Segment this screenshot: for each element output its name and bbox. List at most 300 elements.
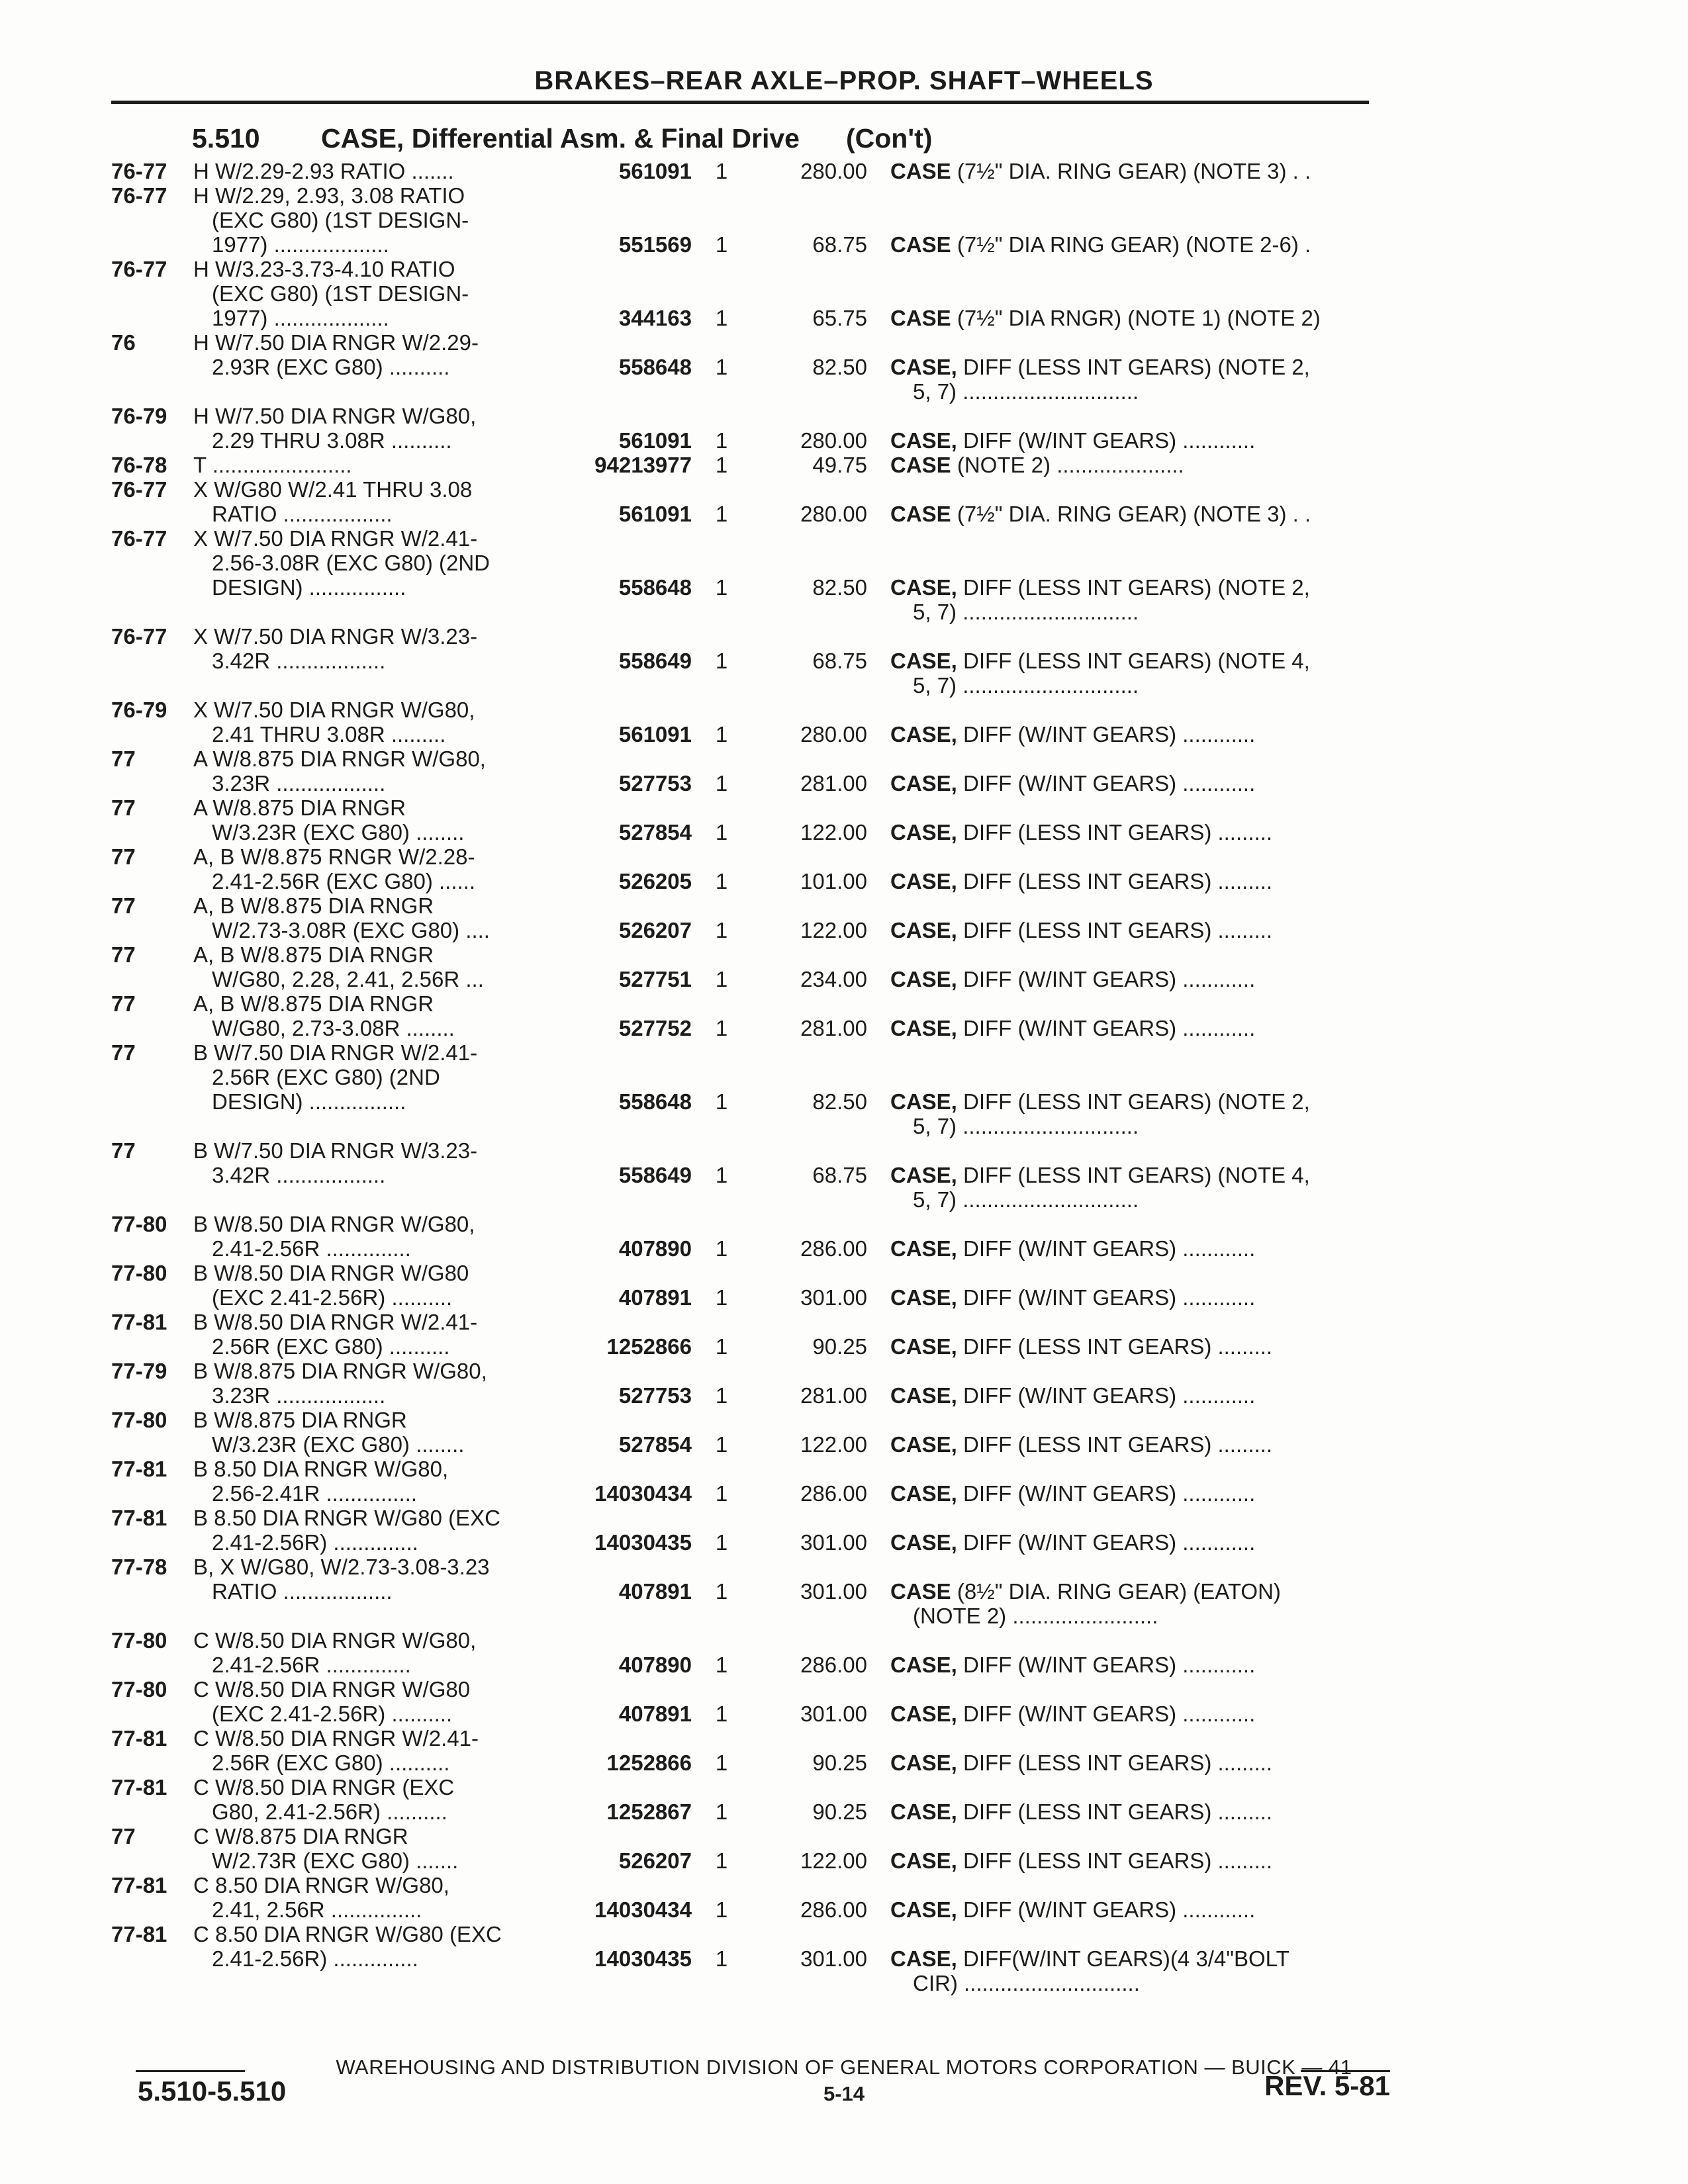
part-name <box>890 575 1377 624</box>
price: 122.00 <box>800 918 867 942</box>
model-years: 77-80 <box>111 1628 167 1653</box>
description-line: 2.56R (EXC G80) .......... <box>212 1334 450 1359</box>
part-number: 94213977 <box>594 453 692 477</box>
part-name-line: CASE, DIFF(W/INT GEARS)(4 3/4"BOLT <box>890 1946 1289 1971</box>
part-name-keyword: CASE, <box>890 771 957 796</box>
application-description <box>193 183 564 257</box>
part-name <box>890 1016 1377 1040</box>
quantity: 1 <box>715 1089 728 1114</box>
model-years: 77-81 <box>111 1873 167 1897</box>
table-row <box>0 698 1688 747</box>
price: 68.75 <box>812 649 867 673</box>
description-line: W/3.23R (EXC G80) ........ <box>212 1432 465 1457</box>
application-description <box>193 942 564 991</box>
model-years: 77 <box>111 844 136 869</box>
part-name <box>890 1432 1377 1457</box>
description-line: X W/7.50 DIA RNGR W/2.41- <box>193 526 478 551</box>
application-description <box>193 1457 564 1506</box>
description-line: 3.23R .................. <box>212 1383 386 1408</box>
quantity: 1 <box>715 1530 728 1555</box>
table-row <box>0 1824 1688 1873</box>
part-name-line: CASE, DIFF (W/INT GEARS) ............ <box>890 428 1256 453</box>
part-number: 407890 <box>618 1236 692 1261</box>
model-years: 77-81 <box>111 1310 167 1334</box>
part-number: 1252867 <box>606 1799 692 1824</box>
part-name-line: CASE, DIFF (W/INT GEARS) ............ <box>890 1702 1256 1726</box>
description-line: 3.42R .................. <box>212 649 386 673</box>
part-number: 527753 <box>618 1383 692 1408</box>
part-number: 407891 <box>618 1579 692 1604</box>
table-row <box>0 1261 1688 1310</box>
quantity: 1 <box>715 1702 728 1726</box>
price: 301.00 <box>800 1579 867 1604</box>
table-row <box>0 844 1688 893</box>
part-number: 407890 <box>618 1653 692 1677</box>
price: 122.00 <box>800 1848 867 1873</box>
application-description <box>193 844 564 893</box>
application-description <box>193 1040 564 1114</box>
part-name <box>890 1530 1377 1555</box>
part-name-line: CASE, DIFF (LESS INT GEARS) ......... <box>890 820 1272 844</box>
table-row <box>0 330 1688 404</box>
description-line: T ....................... <box>193 453 352 477</box>
table-row <box>0 991 1688 1040</box>
quantity: 1 <box>715 820 728 844</box>
description-line: G80, 2.41-2.56R) .......... <box>212 1799 447 1824</box>
application-description <box>193 1261 564 1310</box>
description-line: DESIGN) ................ <box>212 575 406 600</box>
table-row <box>0 404 1688 453</box>
part-name-keyword: CASE, <box>890 1751 957 1775</box>
table-row <box>0 624 1688 698</box>
part-name-line: CASE, DIFF (W/INT GEARS) ............ <box>890 1530 1256 1555</box>
price: 301.00 <box>800 1702 867 1726</box>
price: 280.00 <box>800 722 867 747</box>
part-number: 527854 <box>618 820 692 844</box>
model-years: 77-81 <box>111 1726 167 1751</box>
part-name <box>890 1089 1377 1138</box>
part-name-keyword: CASE, <box>890 1481 957 1506</box>
description-line: A W/8.875 DIA RNGR <box>193 796 406 820</box>
part-name-line: 5, 7) ............................. <box>913 673 1139 698</box>
description-line: 1977) ................... <box>212 306 389 330</box>
part-name-line: 5, 7) ............................. <box>913 1114 1139 1138</box>
description-line: 2.41 THRU 3.08R ......... <box>212 722 446 747</box>
description-line: 2.29 THRU 3.08R .......... <box>212 428 452 453</box>
model-years: 77-80 <box>111 1408 167 1432</box>
part-name <box>890 869 1377 893</box>
part-name-line: CASE, DIFF (LESS INT GEARS) (NOTE 2, <box>890 1089 1310 1114</box>
quantity: 1 <box>715 306 728 330</box>
model-years: 76-77 <box>111 477 167 502</box>
quantity: 1 <box>715 1579 728 1604</box>
price: 82.50 <box>812 1089 867 1114</box>
part-name-line: CASE (7½" DIA RNGR) (NOTE 1) (NOTE 2) <box>890 306 1321 330</box>
description-line: W/G80, 2.73-3.08R ........ <box>212 1016 455 1040</box>
description-line: (EXC G80) (1ST DESIGN- <box>212 281 469 306</box>
part-number: 558648 <box>618 1089 692 1114</box>
application-description <box>193 453 564 477</box>
model-years: 77 <box>111 893 136 918</box>
part-number: 526207 <box>618 918 692 942</box>
model-years: 76 <box>111 330 136 355</box>
quantity: 1 <box>715 918 728 942</box>
part-number: 407891 <box>618 1702 692 1726</box>
quantity: 1 <box>715 159 728 183</box>
part-name-keyword: CASE <box>890 306 951 330</box>
table-row <box>0 1677 1688 1726</box>
description-line: (EXC 2.41-2.56R) .......... <box>212 1285 453 1310</box>
price: 90.25 <box>812 1334 867 1359</box>
description-line: C W/8.50 DIA RNGR (EXC <box>193 1775 455 1799</box>
model-years: 77-80 <box>111 1677 167 1702</box>
part-name-keyword: CASE, <box>890 1163 957 1187</box>
part-name-line: CIR) ............................. <box>913 1971 1140 1995</box>
description-line: 3.42R .................. <box>212 1163 386 1187</box>
description-line: 2.56R (EXC G80) .......... <box>212 1751 450 1775</box>
part-name <box>890 1481 1377 1506</box>
quantity: 1 <box>715 1481 728 1506</box>
part-name-keyword: CASE <box>890 1579 951 1604</box>
table-row <box>0 183 1688 257</box>
model-years: 76-79 <box>111 404 167 428</box>
table-row <box>0 1457 1688 1506</box>
quantity: 1 <box>715 428 728 453</box>
description-line: W/2.73-3.08R (EXC G80) .... <box>212 918 490 942</box>
part-name <box>890 1848 1377 1873</box>
description-line: H W/7.50 DIA RNGR W/G80, <box>193 404 477 428</box>
price: 286.00 <box>800 1481 867 1506</box>
part-name <box>890 967 1377 991</box>
price: 281.00 <box>800 771 867 796</box>
part-name-line: CASE, DIFF (W/INT GEARS) ............ <box>890 722 1256 747</box>
part-number: 561091 <box>618 722 692 747</box>
part-number: 558648 <box>618 355 692 379</box>
description-line: B W/8.50 DIA RNGR W/G80, <box>193 1212 475 1236</box>
model-years: 76-77 <box>111 183 167 208</box>
part-name <box>890 428 1377 453</box>
application-description <box>193 747 564 796</box>
price: 234.00 <box>800 967 867 991</box>
description-line: H W/2.29, 2.93, 3.08 RATIO <box>193 183 465 208</box>
description-line: A W/8.875 DIA RNGR W/G80, <box>193 747 486 771</box>
model-years: 76-77 <box>111 526 167 551</box>
price: 301.00 <box>800 1946 867 1971</box>
model-years: 77-81 <box>111 1457 167 1481</box>
description-line: C W/8.50 DIA RNGR W/G80, <box>193 1628 477 1653</box>
description-line: 2.56R (EXC G80) (2ND <box>212 1065 440 1089</box>
quantity: 1 <box>715 1285 728 1310</box>
part-name-line: CASE, DIFF (LESS INT GEARS) ......... <box>890 1432 1272 1457</box>
description-line: RATIO .................. <box>212 502 393 526</box>
part-number: 14030435 <box>594 1530 692 1555</box>
part-name-keyword: CASE, <box>890 1432 957 1457</box>
part-name <box>890 502 1377 526</box>
quantity: 1 <box>715 1432 728 1457</box>
application-description <box>193 1677 564 1726</box>
part-name-line: CASE, DIFF (LESS INT GEARS) ......... <box>890 869 1272 893</box>
page-header-title: BRAKES–REAR AXLE–PROP. SHAFT–WHEELS <box>534 66 1154 95</box>
section-number: 5.510 <box>192 123 260 154</box>
part-name-keyword: CASE <box>890 453 951 477</box>
part-name-line: CASE, DIFF (W/INT GEARS) ............ <box>890 1897 1256 1922</box>
description-line: DESIGN) ................ <box>212 1089 406 1114</box>
part-name-keyword: CASE <box>890 159 951 183</box>
model-years: 76-79 <box>111 698 167 722</box>
application-description <box>193 1138 564 1187</box>
table-row <box>0 1408 1688 1457</box>
price: 90.25 <box>812 1751 867 1775</box>
part-number: 344163 <box>618 306 692 330</box>
part-name-line: (NOTE 2) ........................ <box>913 1604 1158 1628</box>
model-years: 76-77 <box>111 159 167 183</box>
application-description <box>193 1212 564 1261</box>
description-line: (EXC G80) (1ST DESIGN- <box>212 208 469 232</box>
footer-revision: REV. 5-81 <box>1264 2070 1390 2101</box>
application-description <box>193 1775 564 1824</box>
part-name <box>890 306 1377 330</box>
part-name-keyword: CASE, <box>890 869 957 893</box>
part-name-line: 5, 7) ............................. <box>913 379 1139 404</box>
part-name <box>890 1751 1377 1775</box>
price: 122.00 <box>800 1432 867 1457</box>
part-number: 551569 <box>618 232 692 257</box>
model-years: 77 <box>111 747 136 771</box>
quantity: 1 <box>715 1848 728 1873</box>
application-description <box>193 404 564 453</box>
quantity: 1 <box>715 1653 728 1677</box>
table-row <box>0 942 1688 991</box>
quantity: 1 <box>715 1946 728 1971</box>
part-number: 526207 <box>618 1848 692 1873</box>
application-description <box>193 1628 564 1677</box>
part-number: 527854 <box>618 1432 692 1457</box>
quantity: 1 <box>715 771 728 796</box>
model-years: 77-81 <box>111 1922 167 1946</box>
part-number: 561091 <box>618 428 692 453</box>
quantity: 1 <box>715 1236 728 1261</box>
table-row <box>0 1726 1688 1775</box>
part-name-keyword: CASE, <box>890 649 957 673</box>
model-years: 77-78 <box>111 1555 167 1579</box>
price: 280.00 <box>800 159 867 183</box>
description-line: B 8.50 DIA RNGR W/G80 (EXC <box>193 1506 500 1530</box>
table-row <box>0 526 1688 624</box>
model-years: 77-81 <box>111 1506 167 1530</box>
description-line: W/G80, 2.28, 2.41, 2.56R ... <box>212 967 484 991</box>
price: 286.00 <box>800 1897 867 1922</box>
part-name-keyword: CASE, <box>890 355 957 379</box>
table-row <box>0 477 1688 526</box>
part-name-line: 5, 7) ............................. <box>913 600 1139 624</box>
table-row <box>0 159 1688 183</box>
part-name <box>890 159 1377 183</box>
table-row <box>0 747 1688 796</box>
part-name <box>890 1236 1377 1261</box>
part-name-line: CASE, DIFF (W/INT GEARS) ............ <box>890 1236 1256 1261</box>
description-line: B W/8.50 DIA RNGR W/G80 <box>193 1261 469 1285</box>
description-line: W/3.23R (EXC G80) ........ <box>212 820 465 844</box>
model-years: 76-77 <box>111 257 167 281</box>
price: 122.00 <box>800 820 867 844</box>
description-line: X W/G80 W/2.41 THRU 3.08 <box>193 477 473 502</box>
price: 68.75 <box>812 1163 867 1187</box>
part-name-line: CASE, DIFF (LESS INT GEARS) ......... <box>890 918 1272 942</box>
footer-division-text: WAREHOUSING AND DISTRIBUTION DIVISION OF GENERAL MOTORS CORPORATION — BUICK — 41 <box>336 2056 1352 2079</box>
table-row <box>0 1775 1688 1824</box>
quantity: 1 <box>715 1799 728 1824</box>
part-name <box>890 649 1377 698</box>
description-line: C W/8.50 DIA RNGR W/2.41- <box>193 1726 479 1751</box>
part-name <box>890 1702 1377 1726</box>
price: 82.50 <box>812 355 867 379</box>
part-number: 1252866 <box>606 1751 692 1775</box>
part-name-line: CASE, DIFF (LESS INT GEARS) ......... <box>890 1848 1272 1873</box>
table-row <box>0 453 1688 477</box>
model-years: 77 <box>111 796 136 820</box>
part-name-line: CASE (7½" DIA RING GEAR) (NOTE 2-6) . <box>890 232 1311 257</box>
section-continued: (Con't) <box>846 123 933 154</box>
part-number: 526205 <box>618 869 692 893</box>
part-name <box>890 1383 1377 1408</box>
part-name <box>890 355 1377 404</box>
price: 281.00 <box>800 1383 867 1408</box>
price: 281.00 <box>800 1016 867 1040</box>
quantity: 1 <box>715 232 728 257</box>
description-line: 2.56-2.41R ............... <box>212 1481 417 1506</box>
quantity: 1 <box>715 722 728 747</box>
table-row <box>0 893 1688 942</box>
price: 90.25 <box>812 1799 867 1824</box>
application-description <box>193 1824 564 1873</box>
description-line: H W/2.29-2.93 RATIO ....... <box>193 159 454 183</box>
price: 82.50 <box>812 575 867 600</box>
application-description <box>193 330 564 379</box>
part-name-keyword: CASE, <box>890 1383 957 1408</box>
description-line: A, B W/8.875 DIA RNGR <box>193 942 434 967</box>
application-description <box>193 477 564 526</box>
quantity: 1 <box>715 967 728 991</box>
part-name-line: CASE, DIFF (LESS INT GEARS) (NOTE 2, <box>890 575 1310 600</box>
description-line: B W/7.50 DIA RNGR W/2.41- <box>193 1040 478 1065</box>
table-row <box>0 796 1688 844</box>
price: 101.00 <box>800 869 867 893</box>
table-row <box>0 1555 1688 1628</box>
description-line: (EXC 2.41-2.56R) .......... <box>212 1702 453 1726</box>
price: 286.00 <box>800 1653 867 1677</box>
application-description <box>193 698 564 747</box>
quantity: 1 <box>715 1751 728 1775</box>
part-number: 14030435 <box>594 1946 692 1971</box>
quantity: 1 <box>715 1383 728 1408</box>
quantity: 1 <box>715 649 728 673</box>
description-line: X W/7.50 DIA RNGR W/G80, <box>193 698 475 722</box>
table-row <box>0 1359 1688 1408</box>
price: 301.00 <box>800 1530 867 1555</box>
part-name-line: CASE, DIFF (LESS INT GEARS) ......... <box>890 1334 1272 1359</box>
application-description <box>193 1922 564 1971</box>
description-line: 2.41-2.56R) .............. <box>212 1946 418 1971</box>
part-name <box>890 918 1377 942</box>
part-name-line: CASE, DIFF (W/INT GEARS) ............ <box>890 1016 1256 1040</box>
description-line: 2.41, 2.56R ............... <box>212 1897 422 1922</box>
quantity: 1 <box>715 1163 728 1187</box>
price: 280.00 <box>800 502 867 526</box>
part-number: 527751 <box>618 967 692 991</box>
part-name-keyword: CASE, <box>890 575 957 600</box>
part-name-keyword: CASE, <box>890 1799 957 1824</box>
part-name-line: CASE, DIFF (LESS INT GEARS) ......... <box>890 1799 1272 1824</box>
quantity: 1 <box>715 1897 728 1922</box>
quantity: 1 <box>715 502 728 526</box>
part-name <box>890 1799 1377 1824</box>
part-name-keyword: CASE, <box>890 1334 957 1359</box>
description-line: 3.23R .................. <box>212 771 386 796</box>
part-name <box>890 232 1377 257</box>
part-name <box>890 820 1377 844</box>
price: 49.75 <box>812 453 867 477</box>
description-line: H W/3.23-3.73-4.10 RATIO <box>193 257 455 281</box>
description-line: B W/8.50 DIA RNGR W/2.41- <box>193 1310 478 1334</box>
part-name-keyword: CASE, <box>890 428 957 453</box>
description-line: A, B W/8.875 DIA RNGR <box>193 893 434 918</box>
part-name-keyword: CASE, <box>890 820 957 844</box>
table-row <box>0 1922 1688 1995</box>
part-name-line: CASE, DIFF (LESS INT GEARS) (NOTE 2, <box>890 355 1310 379</box>
table-row <box>0 257 1688 330</box>
description-line: W/2.73R (EXC G80) ....... <box>212 1848 459 1873</box>
description-line: B, X W/G80, W/2.73-3.08-3.23 <box>193 1555 490 1579</box>
quantity: 1 <box>715 355 728 379</box>
model-years: 76-78 <box>111 453 167 477</box>
description-line: C W/8.50 DIA RNGR W/G80 <box>193 1677 471 1702</box>
model-years: 77 <box>111 991 136 1016</box>
part-number: 14030434 <box>594 1481 692 1506</box>
part-name-line: CASE, DIFF (LESS INT GEARS) (NOTE 4, <box>890 649 1310 673</box>
description-line: C 8.50 DIA RNGR W/G80, <box>193 1873 449 1897</box>
model-years: 76-77 <box>111 624 167 649</box>
description-line: C 8.50 DIA RNGR W/G80 (EXC <box>193 1922 502 1946</box>
model-years: 77-80 <box>111 1212 167 1236</box>
price: 286.00 <box>800 1236 867 1261</box>
part-name-keyword: CASE, <box>890 918 957 942</box>
description-line: B W/7.50 DIA RNGR W/3.23- <box>193 1138 478 1163</box>
table-row <box>0 1506 1688 1555</box>
description-line: 2.56-3.08R (EXC G80) (2ND <box>212 551 490 575</box>
table-row <box>0 1040 1688 1138</box>
part-name-keyword: CASE, <box>890 1702 957 1726</box>
application-description <box>193 1873 564 1922</box>
price: 65.75 <box>812 306 867 330</box>
part-number: 558649 <box>618 1163 692 1187</box>
application-description <box>193 991 564 1040</box>
table-row <box>0 1212 1688 1261</box>
part-name-keyword: CASE <box>890 232 951 257</box>
description-line: B W/8.875 DIA RNGR W/G80, <box>193 1359 487 1383</box>
application-description <box>193 526 564 600</box>
price: 68.75 <box>812 232 867 257</box>
price: 301.00 <box>800 1285 867 1310</box>
application-description <box>193 624 564 673</box>
part-name-keyword: CASE, <box>890 1016 957 1040</box>
description-line: 2.41-2.56R) .............. <box>212 1530 418 1555</box>
application-description <box>193 1408 564 1457</box>
part-name <box>890 722 1377 747</box>
part-name-line: CASE (8½" DIA. RING GEAR) (EATON) <box>890 1579 1281 1604</box>
part-name <box>890 1163 1377 1212</box>
part-number: 1252866 <box>606 1334 692 1359</box>
description-line: RATIO .................. <box>212 1579 393 1604</box>
